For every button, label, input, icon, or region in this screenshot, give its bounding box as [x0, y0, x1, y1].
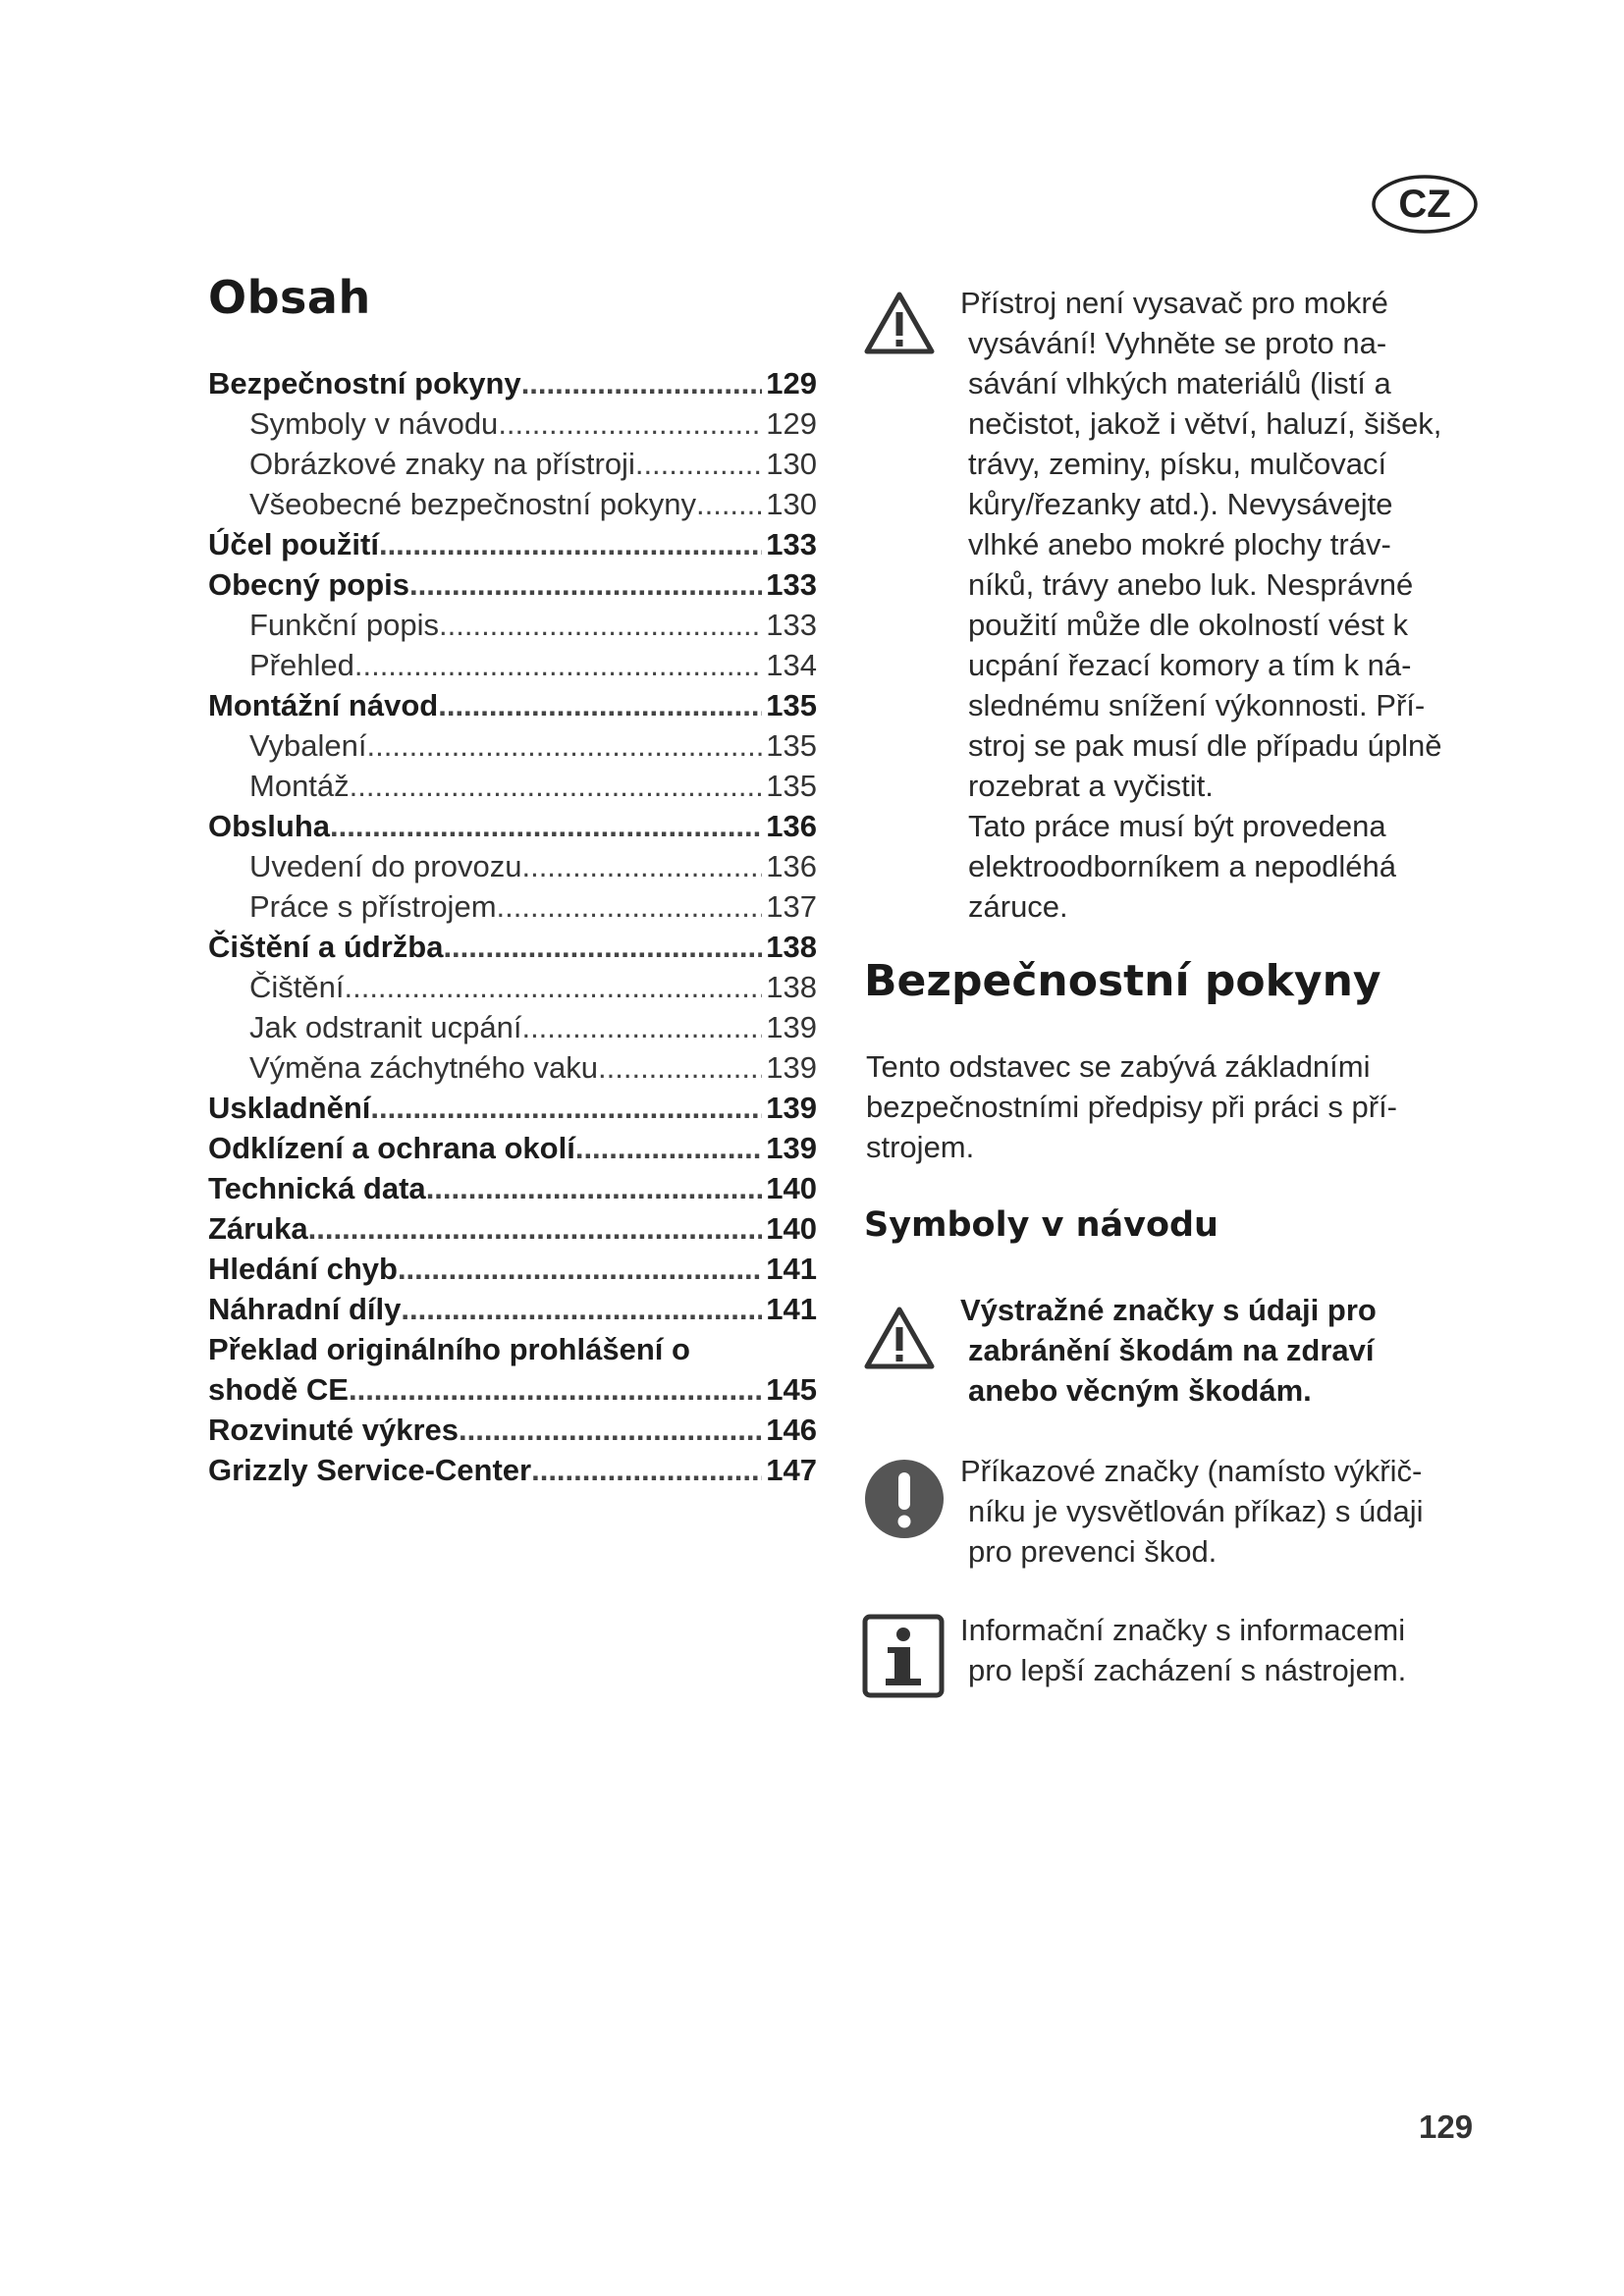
toc-entry[interactable]	[208, 766, 817, 806]
toc-entry[interactable]	[208, 806, 817, 846]
toc-leader-dots	[598, 1047, 762, 1088]
toc-entry-page: 129	[766, 366, 817, 400]
info-box-icon	[862, 1614, 945, 1698]
table-of-contents	[208, 363, 817, 1490]
symbol-warning-line: Výstražné značky s údaji pro	[960, 1293, 1377, 1327]
section-heading-safety: Bezpečnostní pokyny	[864, 956, 1381, 1006]
toc-entry-page: 139	[766, 1091, 817, 1125]
toc-entry[interactable]	[208, 927, 817, 967]
toc-entry-label: Jak odstranit ucpání	[249, 1010, 522, 1044]
toc-entry-label-line1: Překlad originálního prohlášení o	[208, 1332, 690, 1366]
toc-leader-dots	[497, 886, 763, 927]
toc-entry-label: Odklízení a ochrana okolí	[208, 1131, 575, 1165]
toc-entry[interactable]	[208, 605, 817, 645]
toc-entry[interactable]	[208, 484, 817, 524]
toc-leader-dots	[439, 605, 762, 645]
warning-line: vlhké anebo mokré plochy tráv-	[968, 527, 1391, 561]
safety-intro	[866, 1046, 1397, 1167]
toc-leader-dots	[398, 1249, 762, 1289]
toc-leader-dots	[308, 1208, 763, 1249]
wet-material-warning	[960, 283, 1442, 927]
toc-entry-page: 130	[766, 447, 817, 481]
symbol-command-line: níku je vysvětlován příkaz) s údaji	[968, 1494, 1424, 1528]
toc-entry-page: 141	[766, 1252, 817, 1286]
toc-entry[interactable]	[208, 1168, 817, 1208]
page-number: 129	[1419, 2109, 1474, 2145]
toc-entry-label: Všeobecné bezpečnostní pokyny	[249, 487, 696, 521]
toc-leader-dots	[443, 927, 762, 967]
toc-entry[interactable]	[208, 1047, 817, 1088]
toc-entry[interactable]	[208, 444, 817, 484]
toc-entry-label: Funkční popis	[249, 608, 439, 642]
warning-line: sávání vlhkých materiálů (listí a	[968, 366, 1391, 400]
toc-entry-label: Výměna záchytného vaku	[249, 1050, 598, 1085]
toc-entry-label: Uvedení do provozu	[249, 849, 522, 883]
toc-leader-dots	[438, 685, 762, 725]
warning-triangle-icon	[864, 1306, 935, 1370]
toc-entry-label: Uskladnění	[208, 1091, 371, 1125]
toc-leader-dots	[498, 403, 762, 444]
toc-leader-dots	[521, 363, 763, 403]
toc-entry[interactable]	[208, 1088, 817, 1128]
toc-leader-dots	[521, 846, 762, 886]
toc-entry-label: Bezpečnostní pokyny	[208, 366, 521, 400]
toc-entry[interactable]	[208, 1450, 817, 1490]
toc-entry-page: 139	[766, 1050, 817, 1085]
toc-entry-page: 140	[766, 1171, 817, 1205]
warning-line: záruce.	[968, 889, 1068, 924]
toc-entry-label: Účel použití	[208, 527, 379, 561]
toc-entry-page: 133	[766, 567, 817, 602]
toc-leader-dots	[349, 1369, 762, 1410]
symbol-command-description	[960, 1451, 1424, 1572]
warning-line: slednému snížení výkonnosti. Pří-	[968, 688, 1426, 722]
toc-entry-page: 145	[766, 1372, 817, 1407]
country-code: CZ	[1398, 183, 1451, 226]
toc-entry-page: 138	[766, 930, 817, 964]
symbol-info-line: pro lepší zacházení s nástrojem.	[968, 1653, 1407, 1687]
toc-entry-page: 136	[766, 809, 817, 843]
toc-entry-page: 139	[766, 1131, 817, 1165]
warning-line: použití může dle okolností vést k	[968, 608, 1409, 642]
toc-entry[interactable]	[208, 967, 817, 1007]
warning-line: Přístroj není vysavač pro mokré	[960, 286, 1388, 320]
toc-entry-page: 135	[766, 688, 817, 722]
toc-entry[interactable]	[208, 1249, 817, 1289]
toc-title: Obsah	[208, 271, 371, 324]
toc-entry-label: Montážní návod	[208, 688, 439, 722]
toc-entry-label: Záruka	[208, 1211, 308, 1246]
toc-entry[interactable]	[208, 1329, 817, 1410]
toc-entry-label: Obrázkové znaky na přístroji	[249, 447, 635, 481]
safety-intro-line: strojem.	[866, 1130, 975, 1164]
warning-triangle-icon	[864, 291, 935, 355]
toc-entry[interactable]	[208, 685, 817, 725]
toc-entry[interactable]	[208, 846, 817, 886]
toc-entry-page: 140	[766, 1211, 817, 1246]
toc-entry-page: 146	[766, 1413, 817, 1447]
toc-entry[interactable]	[208, 564, 817, 605]
symbol-info-description	[960, 1610, 1406, 1690]
toc-entry-page: 130	[766, 487, 817, 521]
toc-leader-dots	[379, 524, 762, 564]
symbol-command-line: Příkazové značky (namísto výkřič-	[960, 1454, 1423, 1488]
toc-entry-page: 135	[766, 769, 817, 803]
warning-line: nečistot, jakož i větví, haluzí, šišek,	[968, 406, 1442, 441]
toc-entry[interactable]	[208, 1410, 817, 1450]
toc-leader-dots	[409, 564, 762, 605]
toc-entry-label: Grizzly Service-Center	[208, 1453, 532, 1487]
toc-entry-label: Symboly v návodu	[249, 406, 499, 441]
toc-entry-label-line2: shodě CE	[208, 1372, 349, 1407]
safety-intro-line: bezpečnostními předpisy při práci s pří-	[866, 1090, 1398, 1124]
toc-leader-dots	[696, 484, 762, 524]
toc-leader-dots	[330, 806, 762, 846]
toc-entry-label: Náhradní díly	[208, 1292, 402, 1326]
toc-entry[interactable]	[208, 524, 817, 564]
toc-entry[interactable]	[208, 363, 817, 403]
toc-leader-dots	[367, 725, 763, 766]
toc-entry[interactable]	[208, 1208, 817, 1249]
symbol-info-line: Informační značky s informacemi	[960, 1613, 1406, 1647]
toc-entry[interactable]	[208, 1289, 817, 1329]
toc-entry[interactable]	[208, 725, 817, 766]
toc-entry[interactable]	[208, 886, 817, 927]
toc-entry-label: Hledání chyb	[208, 1252, 398, 1286]
section-heading-symbols: Symboly v návodu	[864, 1205, 1218, 1245]
toc-entry-label: Obsluha	[208, 809, 331, 843]
exclamation-circle-icon	[862, 1457, 947, 1541]
toc-entry-page: 129	[766, 406, 817, 441]
toc-entry-page: 141	[766, 1292, 817, 1326]
warning-line: níků, trávy anebo luk. Nesprávné	[968, 567, 1414, 602]
toc-leader-dots	[370, 1088, 762, 1128]
symbol-warning-line: anebo věcným škodám.	[968, 1373, 1312, 1408]
toc-entry-label: Obecný popis	[208, 567, 409, 602]
warning-line: rozebrat a vyčistit.	[968, 769, 1214, 803]
toc-entry-page: 134	[766, 648, 817, 682]
toc-leader-dots	[575, 1128, 762, 1168]
toc-entry-page: 147	[766, 1453, 817, 1487]
toc-entry-label: Čištění a údržba	[208, 930, 444, 964]
toc-leader-dots	[531, 1450, 762, 1490]
toc-entry-label: Technická data	[208, 1171, 426, 1205]
toc-entry-label: Čištění	[249, 970, 345, 1004]
toc-entry-label: Vybalení	[249, 728, 367, 763]
toc-leader-dots	[521, 1007, 762, 1047]
toc-entry[interactable]	[208, 403, 817, 444]
symbol-warning-description	[960, 1290, 1377, 1411]
toc-entry-label: Přehled	[249, 648, 354, 682]
toc-leader-dots	[344, 967, 762, 1007]
toc-leader-dots	[426, 1168, 763, 1208]
toc-entry-page: 136	[766, 849, 817, 883]
safety-intro-line: Tento odstavec se zabývá základními	[866, 1049, 1371, 1084]
toc-entry[interactable]	[208, 1128, 817, 1168]
warning-line: stroj se pak musí dle případu úplně	[968, 728, 1442, 763]
warning-line: trávy, zeminy, písku, mulčovací	[968, 447, 1387, 481]
toc-leader-dots	[354, 645, 762, 685]
warning-line: kůry/řezanky atd.). Nevysávejte	[968, 487, 1393, 521]
toc-entry-label: Rozvinuté výkres	[208, 1413, 459, 1447]
toc-entry-page: 135	[766, 728, 817, 763]
symbol-command-line: pro prevenci škod.	[968, 1534, 1218, 1569]
toc-entry-page: 133	[766, 608, 817, 642]
symbol-warning-line: zabránění škodám na zdraví	[968, 1333, 1375, 1367]
country-badge	[1371, 174, 1479, 235]
toc-entry[interactable]	[208, 645, 817, 685]
warning-line: vysávání! Vyhněte se proto na-	[968, 326, 1387, 360]
toc-leader-dots	[350, 766, 763, 806]
toc-leader-dots	[459, 1410, 762, 1450]
toc-entry-page: 133	[766, 527, 817, 561]
toc-entry-label: Práce s přístrojem	[249, 889, 497, 924]
toc-entry-page: 137	[766, 889, 817, 924]
toc-entry-label: Montáž	[249, 769, 350, 803]
toc-entry-page: 138	[766, 970, 817, 1004]
warning-line: elektroodborníkem a nepodléhá	[968, 849, 1397, 883]
toc-leader-dots	[635, 444, 762, 484]
toc-entry-page: 139	[766, 1010, 817, 1044]
toc-entry[interactable]	[208, 1007, 817, 1047]
toc-leader-dots	[401, 1289, 762, 1329]
warning-line: Tato práce musí být provedena	[968, 809, 1386, 843]
warning-line: ucpání řezací komory a tím k ná-	[968, 648, 1412, 682]
